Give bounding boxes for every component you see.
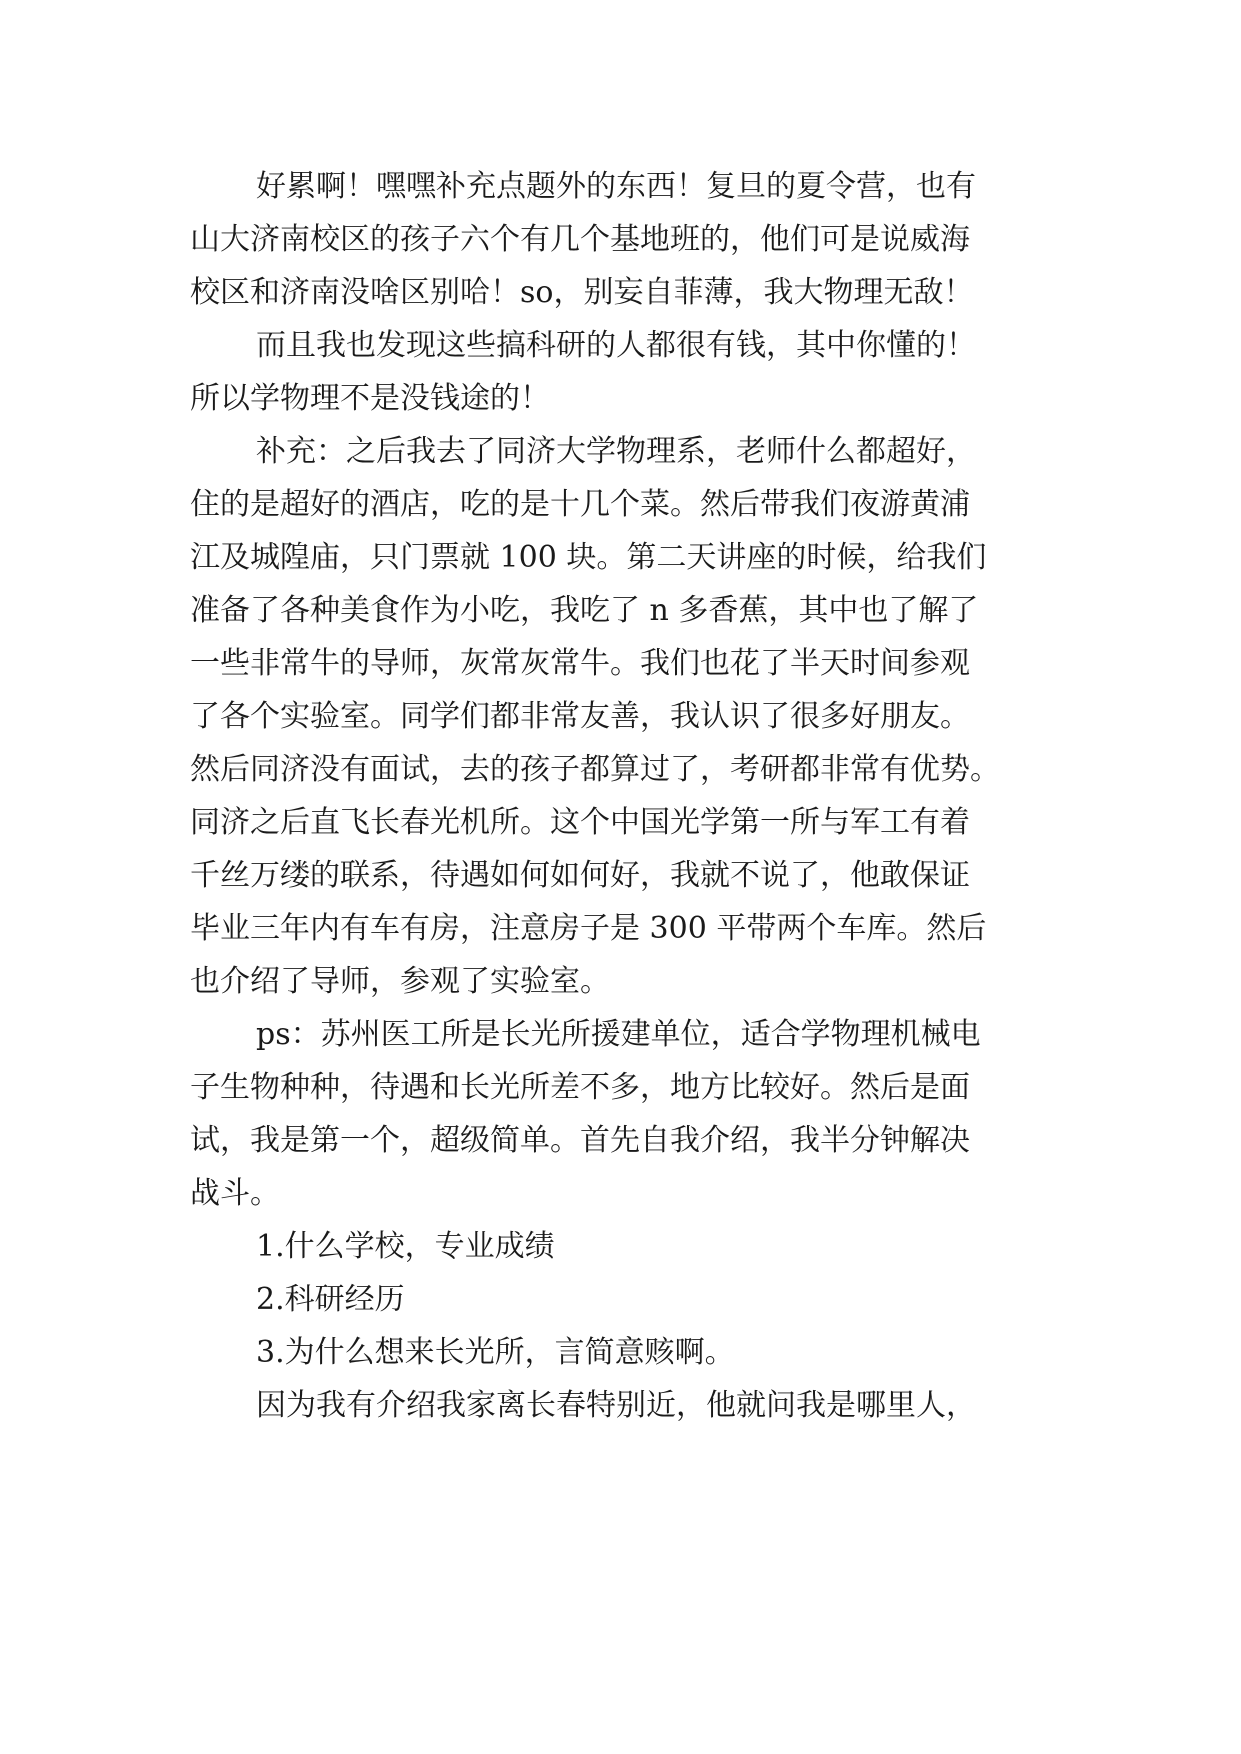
text-line: 然后同济没有面试，去的孩子都算过了，考研都非常有优势。 (190, 752, 1000, 787)
text-line: 2.科研经历 (256, 1282, 405, 1317)
text-line: 所以学物理不是没钱途的！ (190, 381, 550, 416)
text-line: 子生物种种，待遇和长光所差不多，地方比较好。然后是面 (190, 1070, 970, 1105)
text-line: 试，我是第一个，超级简单。首先自我介绍，我半分钟解决 (190, 1123, 970, 1158)
text-line: 1.什么学校，专业成绩 (256, 1229, 555, 1264)
document-body (190, 160, 1070, 1432)
text-line: 江及城隍庙，只门票就 100 块。第二天讲座的时候，给我们 (190, 540, 987, 575)
text-line: 因为我有介绍我家离长春特别近，他就问我是哪里人， (256, 1388, 976, 1423)
text-line: 好累啊！嘿嘿补充点题外的东西！复旦的夏令营，也有 (256, 169, 976, 204)
text-line: 同济之后直飞长春光机所。这个中国光学第一所与军工有着 (190, 805, 970, 840)
text-line: 千丝万缕的联系，待遇如何如何好，我就不说了，他敢保证 (190, 858, 970, 893)
text-line: 山大济南校区的孩子六个有几个基地班的，他们可是说威海 (190, 222, 970, 257)
text-line: 战斗。 (190, 1176, 280, 1211)
text-line: 也介绍了导师，参观了实验室。 (190, 964, 610, 999)
text-line: ps：苏州医工所是长光所援建单位，适合学物理机械电 (256, 1017, 981, 1052)
text-line: 毕业三年内有车有房，注意房子是 300 平带两个车库。然后 (190, 911, 987, 946)
text-line: 3.为什么想来长光所，言简意赅啊。 (256, 1335, 735, 1370)
text-line: 而且我也发现这些搞科研的人都很有钱，其中你懂的！ (256, 328, 976, 363)
text-line: 住的是超好的酒店，吃的是十几个菜。然后带我们夜游黄浦 (190, 487, 970, 522)
text-line: 校区和济南没啥区别哈！so，别妄自菲薄，我大物理无敌！ (190, 275, 974, 310)
text-line: 准备了各种美食作为小吃，我吃了 n 多香蕉，其中也了解了 (190, 593, 979, 628)
text-line: 了各个实验室。同学们都非常友善，我认识了很多好朋友。 (190, 699, 970, 734)
text-line: 补充：之后我去了同济大学物理系，老师什么都超好， (256, 434, 976, 469)
text-line: 一些非常牛的导师，灰常灰常牛。我们也花了半天时间参观 (190, 646, 970, 681)
